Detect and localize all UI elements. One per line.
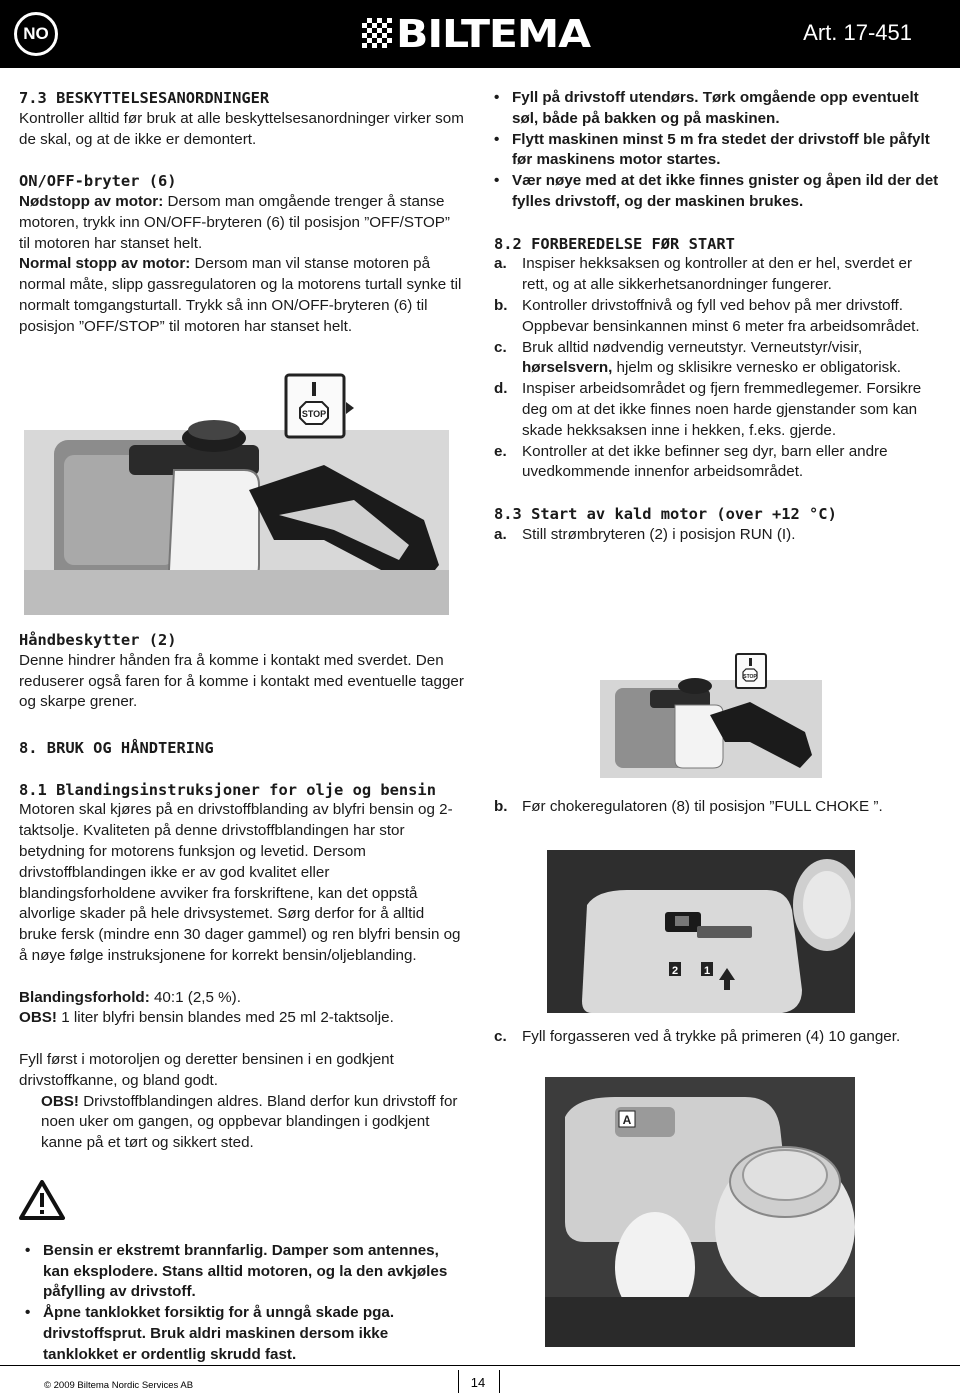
section-8-3-heading: 8.3 Start av kald motor (over +12 °C) xyxy=(494,504,837,523)
mixing-ratio-value: 40:1 (2,5 %). xyxy=(149,988,241,1006)
section-8-heading: 8. BRUK OG HÅNDTERING xyxy=(19,738,214,757)
label-a-marker: A xyxy=(622,1113,632,1127)
list-item: • Vær nøye med at det ikke finnes gnister og åpen ild der det fylles drivstoff, og der maskinen brukes. xyxy=(488,171,940,213)
step-letter: b. xyxy=(494,296,508,314)
step-text: Kontroller drivstoffnivå og fyll ved behov på mer drivstoff. Oppbevar bensinkannen minst 6 meter fra arbeidsområdet. xyxy=(522,296,920,335)
fill-instructions: Fyll først i motoroljen og deretter bensinen i en godkjent drivstoffkanne, og bland godt. xyxy=(19,1050,394,1089)
step-letter: e. xyxy=(494,442,507,460)
stop-sticker-label: STOP xyxy=(743,674,757,680)
normal-stop-paragraph xyxy=(19,254,465,337)
list-item: • Åpne tanklokket forsiktig for å unngå skade pga. drivstoffsprut. Bruk aldri maskinen dersom ikke tanklokket er ordentlig skrudd fast. xyxy=(19,1303,459,1365)
emergency-stop-paragraph xyxy=(19,192,465,254)
list-item: • Flytt maskinen minst 5 m fra stedet der drivstoff ble påfylt før maskinens motor startes. xyxy=(488,130,940,172)
step-text: Inspiser arbeidsområdet og fjern fremmedlegemer. Forsikre deg om at det ikke finnes noen harde gjenstander som kan skade hekksaksen inne i hekken, f.eks. gjerde. xyxy=(522,380,922,439)
start-step-b xyxy=(494,797,960,818)
normal-stop-label: Normal stopp av motor: xyxy=(19,255,191,273)
section-8-1-heading: 8.1 Blandingsinstruksjoner for olje og bensin xyxy=(19,780,436,799)
language-badge: NO xyxy=(14,12,58,56)
step-text: Før chokeregulatoren (8) til posisjon ”FULL CHOKE ”. xyxy=(522,798,883,815)
power-switch-photo xyxy=(600,650,822,778)
normal-stop-text: Dersom man vil stanse motoren på normal måte, slipp gassregulatoren og la motorens turtall synke til normalt tomgangsturtall. Trykk så inn ON/OFF-bryteren (6) til posisjon ”OFF/STOP” til motoren har stanset helt. xyxy=(19,255,462,335)
prep-step-e xyxy=(494,442,940,484)
page-number: 14 xyxy=(470,1375,486,1390)
prep-step-b xyxy=(494,296,940,338)
mixing-ratio xyxy=(19,988,465,1009)
prep-step-a xyxy=(494,254,940,296)
stop-sticker-label: STOP xyxy=(301,409,327,419)
step-text: Kontroller at det ikke befinner seg dyr, barn eller andre uvedkommende innenfor arbeidsområdet. xyxy=(522,442,888,481)
prep-step-c xyxy=(494,338,940,380)
brand-name: BILTEMA xyxy=(396,12,590,56)
section-8-2-heading: 8.2 FORBEREDELSE FØR START xyxy=(494,234,735,253)
fuel-warning-list xyxy=(19,1241,459,1366)
engine-stop-switch-photo xyxy=(24,370,449,615)
obs-label-2: OBS! xyxy=(41,1092,79,1110)
start-step-c xyxy=(494,1027,922,1048)
emergency-stop-label: Nødstopp av motor: xyxy=(19,192,164,210)
section-8-1-text: Motoren skal kjøres på en drivstoffblanding av blyfri bensin og 2-taktsolje. Kvaliteten på denne drivstoffblandingen har stor betydning for motorens funksjon og levetid. Dersom drivstoffblandingen ikke er av god kvalitet eller blandingsforholdene avviker fra forskriftene, kan det oppstå alvorlige skader på hele drivsystemet. Sørg derfor for å alltid bruke fersk (mindre enn 30 dager gammel) og ren blyfri bensin og å nøye følge instruksjonene for korrekt bensin/oljeblanding. xyxy=(19,801,461,964)
list-item: • Bensin er ekstremt brannfarlig. Damper som antennes, kan eksplodere. Stans alltid motoren, og la den avkjøles påfylling av drivstoff. xyxy=(19,1241,459,1303)
obs-note-2 xyxy=(19,1092,465,1154)
left-column-lower xyxy=(19,630,465,1154)
checkered-flag-icon xyxy=(362,18,392,48)
choke-lever-photo xyxy=(547,850,855,1013)
handguard-heading: Håndbeskytter (2) xyxy=(19,631,177,649)
footer-rule xyxy=(0,1365,960,1366)
section-7-3-intro: Kontroller alltid før bruk at alle beskyttelsesanordninger virker som de skal, og at de ikke er demontert. xyxy=(19,109,464,148)
label-2-marker: 2 xyxy=(671,965,679,977)
prep-step-d xyxy=(494,379,940,441)
obs-text-1: 1 liter blyfri bensin blandes med 25 ml 2-taktsolje. xyxy=(56,1009,394,1027)
header-bar xyxy=(0,0,960,68)
step-text: Still strømbryteren (2) i posisjon RUN (I). xyxy=(522,525,796,543)
step-text: Inspiser hekksaksen og kontroller at den er hel, sverdet er rett, og at alle sikkerhetsanordninger fungerer. xyxy=(522,255,913,294)
brand-logo xyxy=(362,12,602,56)
step-text: hjelm og sklisikre vernesko er obligatorisk. xyxy=(612,359,902,377)
step-letter: c. xyxy=(494,338,507,356)
step-letter: a. xyxy=(494,525,507,543)
warning-block xyxy=(19,1180,459,1366)
list-item: • Fyll på drivstoff utendørs. Tørk omgående opp eventuelt søl, både på bakken og på maskinen. xyxy=(488,88,940,130)
onoff-switch-heading: ON/OFF-bryter (6) xyxy=(19,172,177,191)
left-column xyxy=(19,88,465,338)
step-letter: d. xyxy=(494,380,508,398)
step-letter: a. xyxy=(494,255,507,273)
step-letter: c. xyxy=(494,1028,507,1045)
right-column xyxy=(494,88,940,546)
mixing-ratio-label: Blandingsforhold: xyxy=(19,988,150,1006)
label-1-marker: 1 xyxy=(703,965,711,977)
section-7-3-heading: 7.3 BESKYTTELSESANORDNINGER xyxy=(19,89,270,107)
step-text: Bruk alltid nødvendig verneutstyr. Verneutstyr/visir, xyxy=(522,338,863,356)
step-text: Fyll forgasseren ved å trykke på primeren (4) 10 ganger. xyxy=(522,1028,901,1045)
article-number: Art. 17-451 xyxy=(803,20,912,45)
emergency-stop-text: Dersom man omgående trenger å stanse motoren, trykk inn ON/OFF-bryteren (6) til posisjon ”OFF/STOP” til motoren har stanset helt. xyxy=(19,192,450,252)
copyright: © 2009 Biltema Nordic Services AB xyxy=(44,1380,194,1391)
warning-triangle-icon xyxy=(19,1180,65,1220)
primer-bulb-photo xyxy=(545,1077,855,1347)
step-text-bold: hørselsvern, xyxy=(522,359,613,377)
obs-note-1 xyxy=(19,1008,465,1029)
start-step-a xyxy=(494,525,940,546)
obs-text-2: Drivstoffblandingen aldres. Bland derfor kun drivstoff for noen uker om gangen, og oppbevar blandingen i godkjent kanne på et tørt og sikkert sted. xyxy=(41,1092,458,1152)
refuel-safety-list xyxy=(488,88,940,213)
obs-label-1: OBS! xyxy=(19,1009,57,1027)
step-letter: b. xyxy=(494,798,508,815)
handguard-text: Denne hindrer hånden fra å komme i kontakt med sverdet. Den reduserer også faren for å komme i kontakt med eventuelle tagger og skarpe grener. xyxy=(19,651,464,711)
